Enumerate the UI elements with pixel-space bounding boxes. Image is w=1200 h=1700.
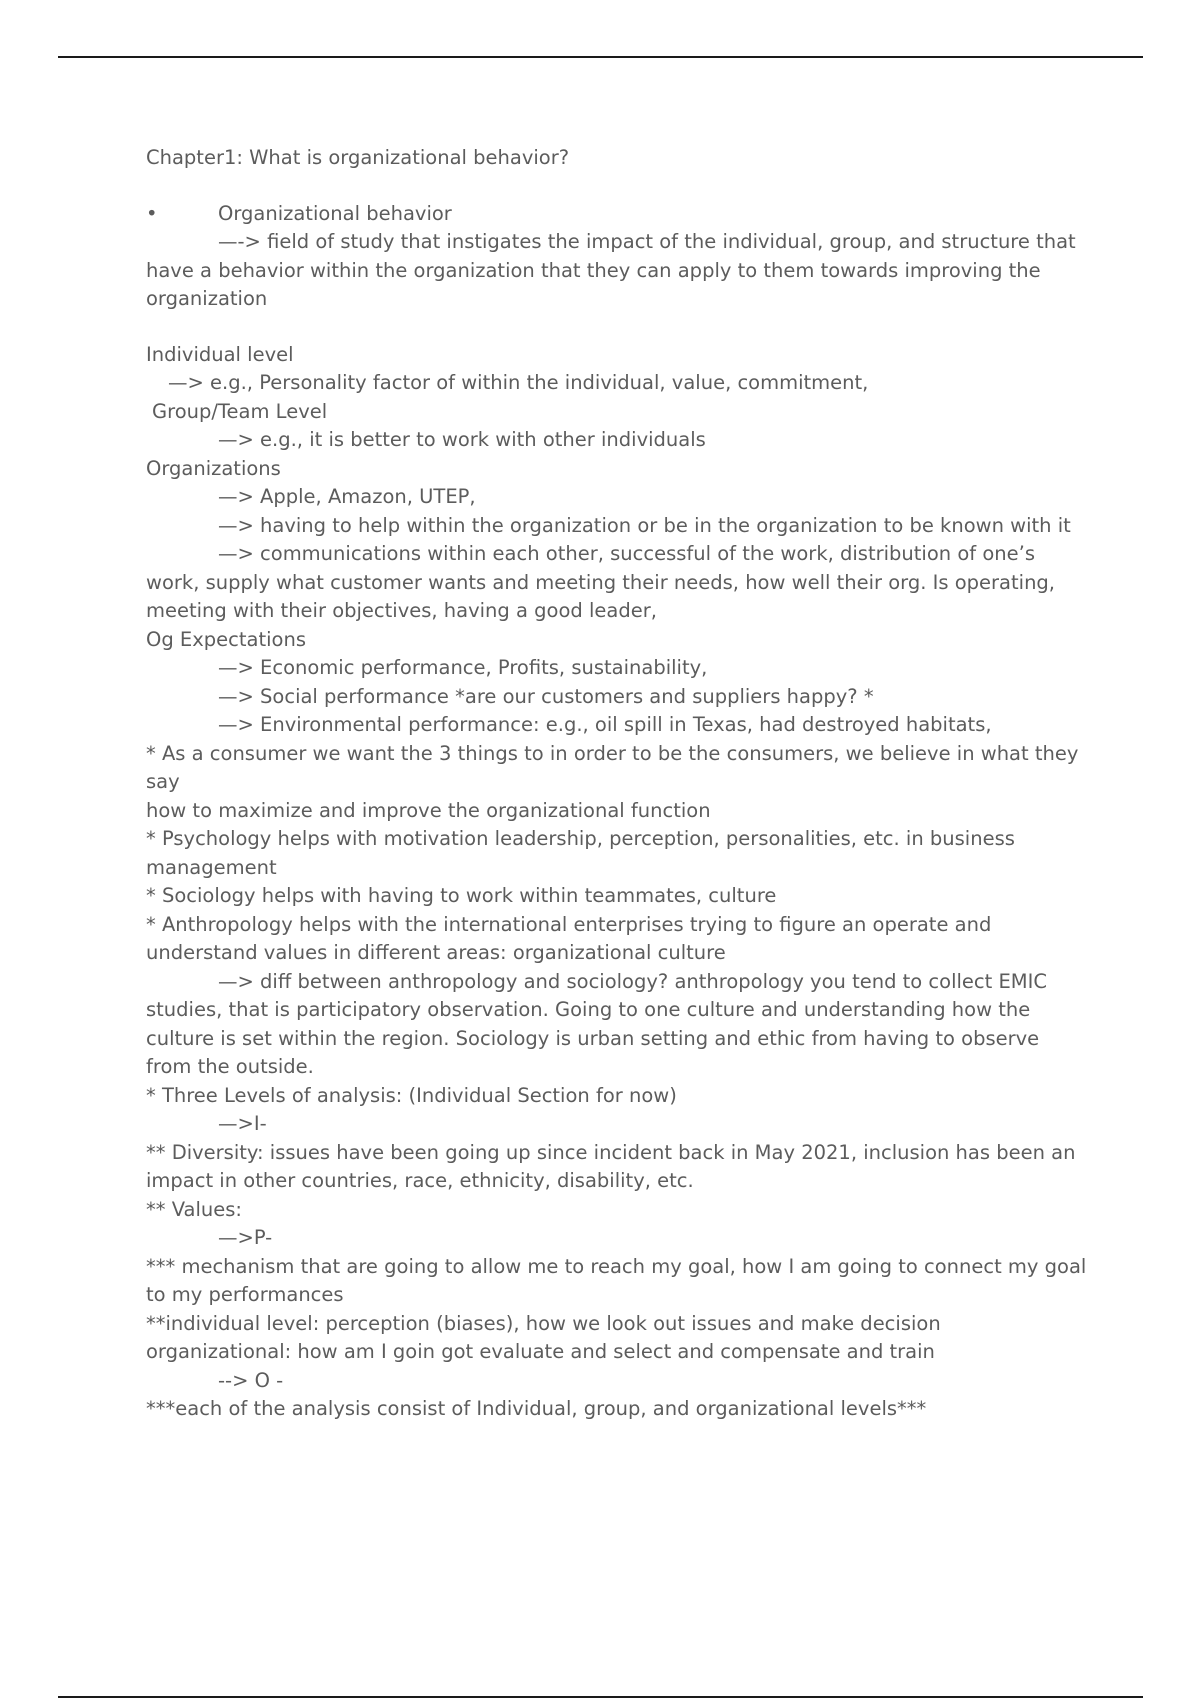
o-marker: --> O -	[218, 1368, 284, 1392]
analysis-summary-note: ***each of the analysis consist of Individual, group, and organizational levels***	[146, 1397, 927, 1420]
sociology-note: * Sociology helps with having to work within teammates, culture	[146, 884, 777, 907]
individual-example: —> e.g., Personality factor of within the individual, value, commitment,	[168, 371, 869, 394]
i-marker: —>I-	[218, 1112, 267, 1135]
bullet-item	[146, 200, 1106, 229]
og-expectation-item: —> Environmental performance: e.g., oil spill in Texas, had destroyed habitats,	[218, 713, 992, 736]
difference-note-continued: culture is set within the region. Sociology is urban setting and ethic from having to observe	[146, 1026, 1040, 1050]
difference-note-continued: studies, that is participatory observation. Going to one culture and understanding how the	[146, 998, 1031, 1021]
psychology-note-continued: management	[146, 855, 277, 879]
mechanism-note-continued: to my performances	[146, 1283, 344, 1306]
ob-definition-line: organization	[146, 287, 268, 310]
group-example: —> e.g., it is better to work with other individuals	[218, 428, 706, 451]
header-rule	[58, 56, 1143, 58]
ob-definition-line: have a behavior within the organization that they can apply to them towards improving the	[146, 258, 1041, 282]
diversity-note: ** Diversity: issues have been going up since incident back in May 2021, inclusion has been an	[146, 1140, 1076, 1164]
footer-rule	[58, 1696, 1143, 1698]
psychology-note: * Psychology helps with motivation leadership, perception, personalities, etc. in business	[146, 827, 1015, 850]
three-levels-note: * Three Levels of analysis: (Individual Section for now)	[146, 1083, 677, 1107]
anthropology-note-continued: understand values in different areas: organizational culture	[146, 941, 726, 964]
mechanism-note: *** mechanism that are going to allow me to reach my goal, how I am going to connect my goal	[146, 1254, 1087, 1278]
difference-note-continued: from the outside.	[146, 1055, 314, 1078]
diversity-note-continued: impact in other countries, race, ethnicity, disability, etc.	[146, 1169, 694, 1192]
organizations-item: —> having to help within the organization or be in the organization to be known with it	[218, 513, 1071, 537]
maximize-note: how to maximize and improve the organizational function	[146, 798, 711, 822]
document-body	[146, 144, 1106, 1424]
organizational-note: organizational: how am I goin got evaluate and select and compensate and train	[146, 1340, 935, 1363]
difference-note: —> diff between anthropology and sociology? anthropology you tend to collect EMIC	[218, 969, 1047, 993]
og-expectations-heading: Og Expectations	[146, 627, 306, 651]
og-expectation-item: —> Social performance *are our customers and suppliers happy? *	[218, 684, 874, 708]
spacer	[146, 314, 1106, 341]
organizations-item-continued: meeting with their objectives, having a good leader,	[146, 599, 657, 622]
consumer-note: * As a consumer we want the 3 things to in order to be the consumers, we believe in what they	[146, 741, 1079, 765]
organizations-item: —> Apple, Amazon, UTEP,	[218, 485, 476, 508]
p-marker: —>P-	[218, 1226, 273, 1249]
organizations-heading: Organizations	[146, 456, 281, 480]
consumer-note-continued: say	[146, 770, 180, 793]
ob-definition-line: —-> field of study that instigates the impact of the individual, group, and structure that	[218, 230, 1076, 253]
individual-level-heading: Individual level	[146, 342, 294, 366]
og-expectation-item: —> Economic performance, Profits, sustainability,	[218, 656, 708, 679]
ob-heading: Organizational behavior	[218, 201, 452, 225]
bullet-icon: •	[146, 201, 158, 225]
anthropology-note: * Anthropology helps with the international enterprises trying to figure an operate and	[146, 912, 992, 936]
values-note: ** Values:	[146, 1197, 242, 1221]
organizations-item: —> communications within each other, successful of the work, distribution of one’s	[218, 542, 1035, 565]
group-level-heading: Group/Team Level	[152, 399, 328, 423]
chapter-title: Chapter1: What is organizational behavior?	[146, 146, 570, 169]
individual-level-note: **individual level: perception (biases), how we look out issues and make decision	[146, 1311, 941, 1335]
organizations-item-continued: work, supply what customer wants and meeting their needs, how well their org. Is operating,	[146, 570, 1056, 594]
spacer	[146, 173, 1106, 200]
